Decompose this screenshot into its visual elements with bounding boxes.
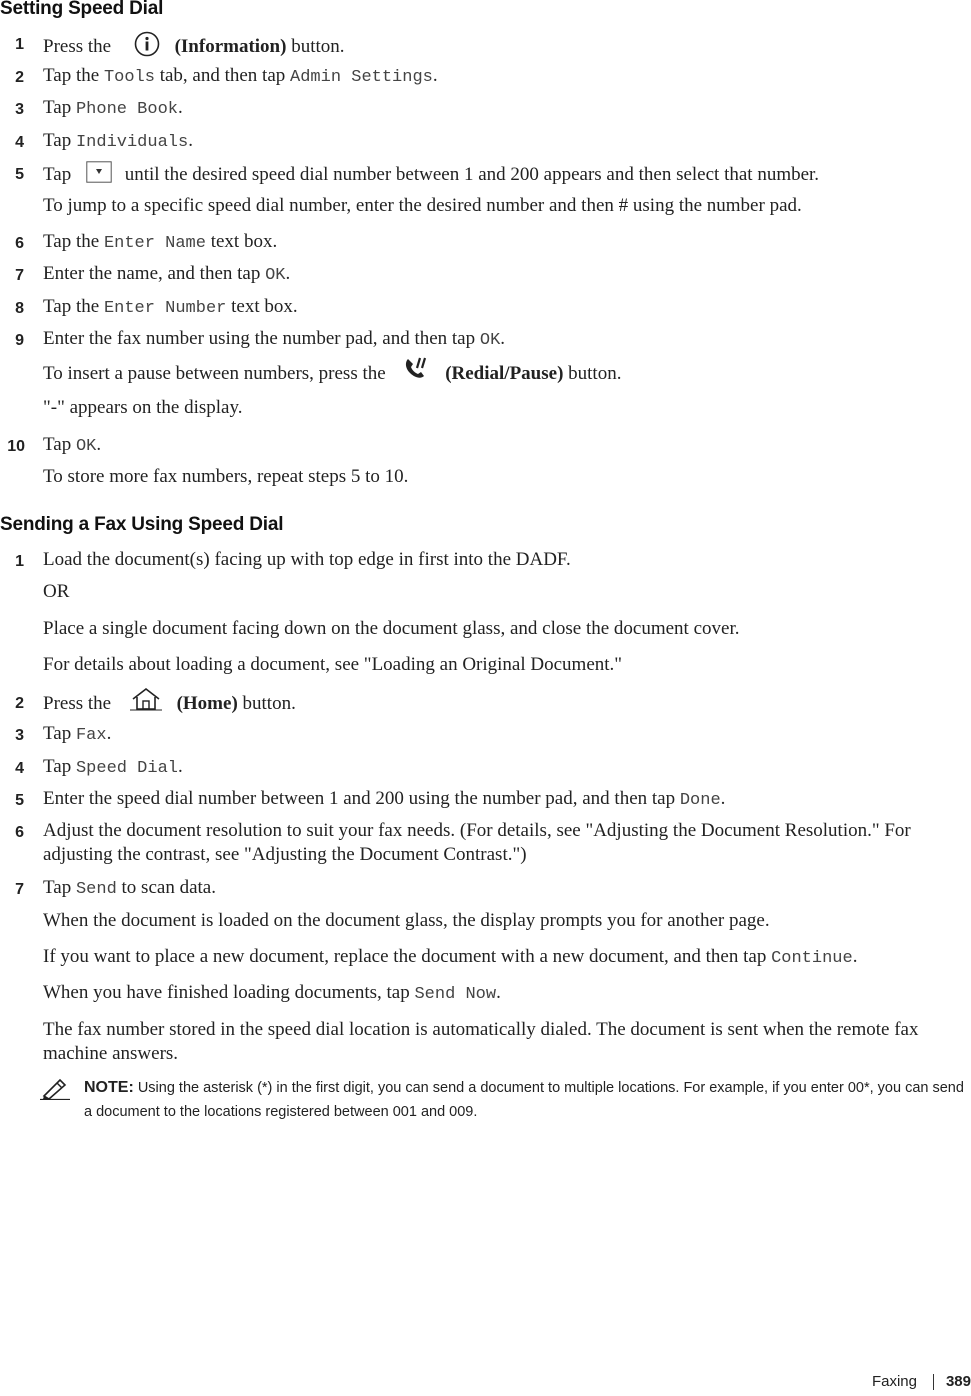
step-5-note: To jump to a specific speed dial number, enter the desired number and then # using the number pad. bbox=[43, 195, 802, 216]
step-10-note: To store more fax numbers, repeat steps 5 to 10. bbox=[43, 466, 409, 487]
footer-section: Faxing bbox=[871, 1373, 917, 1390]
send-step-7-p1: When the document is loaded on the document glass, the display prompts you for another page. bbox=[43, 910, 770, 931]
information-icon bbox=[134, 31, 160, 64]
step-9-display-note: "-" appears on the display. bbox=[43, 397, 243, 418]
footer-divider bbox=[933, 1374, 934, 1390]
send-step-7-p3: When you have finished loading documents, tap Send Now. bbox=[43, 982, 501, 1004]
send-step-7-p2: If you want to place a new document, replace the document with a new document, and then tap Continue. bbox=[43, 946, 858, 968]
send-step-1-alt: Place a single document facing down on the document glass, and close the document cover. bbox=[43, 618, 740, 639]
send-step-1-or: OR bbox=[43, 581, 70, 602]
page-footer bbox=[872, 1373, 971, 1390]
section-title-sending-fax: Sending a Fax Using Speed Dial bbox=[0, 514, 284, 535]
send-step-1-details: For details about loading a document, see "Loading an Original Document." bbox=[43, 654, 623, 675]
page-number: 389 bbox=[945, 1373, 971, 1390]
redial-pause-icon bbox=[402, 356, 430, 389]
dropdown-arrow-icon bbox=[86, 161, 112, 190]
manual-page: Setting Speed Dial 1 Press the (Information) button. 2 Tap the Tools tab, and then tap Admin Settings. 3 Tap Phone Book. 4 Tap Individuals. 5 Tap until the desired speed dial number between 1 and 200 appears and then select that number. To jump to a specific speed dial number, enter the desired number and then # using the number pad. 6 Tap the Enter Name text box. 7 Enter the name, and then tap OK. 8 Tap the Enter Number text box. 9 Enter the fax number using the number pad, and then tap OK. To insert a pause between numbers, press the (Redial/Pause) button. "-" appears on the display. 10 Tap OK. To store more fax numbers, repeat steps 5 to 10. Sending a Fax Using Speed Dial 1 Load the document(s) facing up with top edge in first into the DADF. OR Place a single document facing down on the document glass, and close the document cover. For details about loading a document, see "Loading an Original Document." 2 Press the (Home) button. 3 Tap Fax. 4 Tap Speed Dial. 5 Enter the speed dial number between 1 and 200 using the number pad, and then tap Done. 6 Adjust the document resolution to suit your fax needs. (For details, see "Adjusting the Document Resolution." For adjusting the contrast, see "Adjusting the Document Contrast.") 7 Tap Send to scan data. When the document is loaded on the document glass, the display prompts you for another page. If you want to place a new document, replace the document with a new document, and then tap Continue. When you have finished loading documents, tap Send Now. The fax number stored in the speed dial location is automatically dialed. The document is sent when the remote fax machine answers. NOTE: Using the asterisk (*) in the first digit, you can send a document to multiple locations. For example, if you enter 00*, you can send a document to the locations registered between 001 and 009. Faxing 389 bbox=[0, 0, 971, 1390]
note-pencil-icon bbox=[40, 1078, 70, 1108]
step-9-pause-note: To insert a pause between numbers, press the (Redial/Pause) button. bbox=[43, 360, 967, 389]
section-title-setting-speed-dial: Setting Speed Dial bbox=[0, 0, 164, 19]
send-step-7-p4: The fax number stored in the speed dial location is automatically dialed. The document is sent when the remote fax machine answers. bbox=[43, 1019, 919, 1064]
home-icon bbox=[130, 686, 162, 719]
